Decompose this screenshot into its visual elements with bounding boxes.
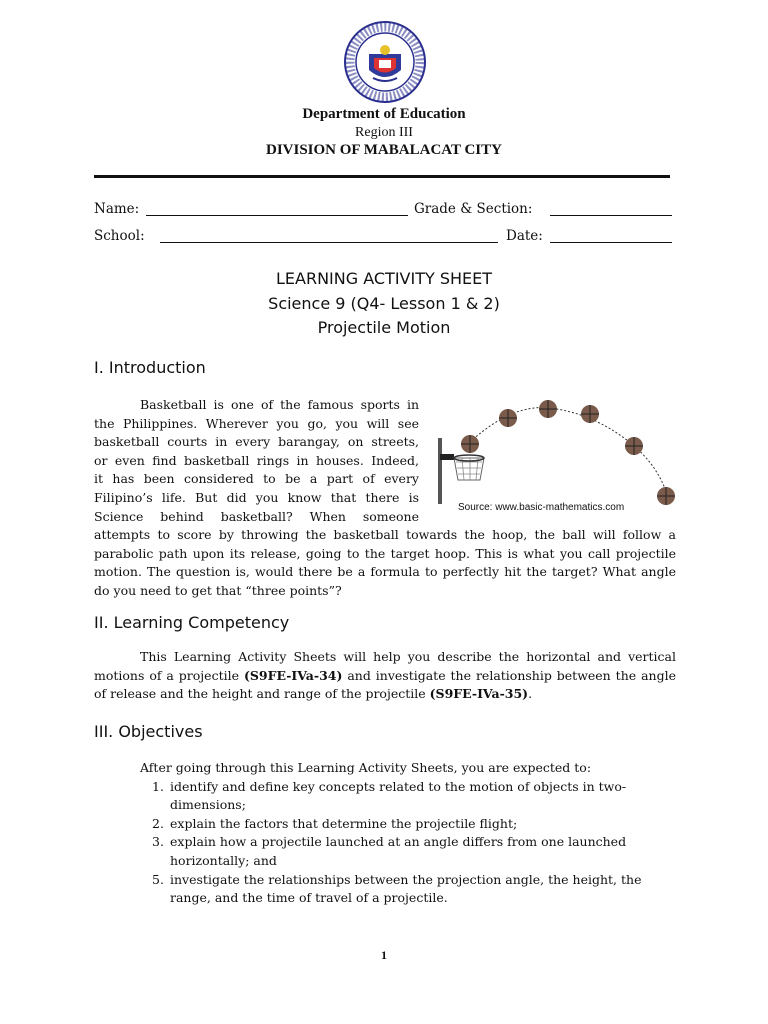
lesson-title: Projectile Motion <box>317 318 451 337</box>
objectives-heading: III. Objectives <box>94 722 203 741</box>
intro-line: it has been considered to be a part of every <box>94 471 419 487</box>
intro-line: Basketball is one of the famous sports in <box>140 397 419 412</box>
sheet-subtitle: Science 9 (Q4- Lesson 1 & 2) <box>268 294 500 313</box>
competency-text-part: . <box>528 686 533 702</box>
objective-number: 2. <box>152 815 164 831</box>
introduction-heading: I. Introduction <box>94 358 206 377</box>
intro-line: Science behind basketball? When someone <box>94 508 419 524</box>
objective-text: investigate the relationships between the projection angle, the height, the range, and the time of travel of a projectile. <box>170 871 642 906</box>
objective-item <box>94 871 676 908</box>
objective-number: 1. <box>152 778 164 794</box>
school-label: School: <box>94 228 145 244</box>
basketball-icon <box>461 435 479 453</box>
objective-text: identify and define key concepts related to the motion of objects in two-dimensions; <box>170 778 627 813</box>
date-label: Date: <box>506 228 543 244</box>
objective-item <box>94 815 676 834</box>
basketball-icon <box>625 437 643 455</box>
name-label: Name: <box>94 201 140 217</box>
introduction-wrapped-text <box>94 396 419 526</box>
competency-code: (S9FE-IVa-34) <box>243 667 343 683</box>
intro-line: basketball courts in every barangay, on streets, <box>94 434 419 450</box>
form-row-name <box>94 201 674 221</box>
objective-item <box>94 833 676 870</box>
division-name: DIVISION OF MABALACAT CITY <box>265 142 502 158</box>
department-name: Department of Education <box>302 106 466 122</box>
basketball-trajectory-image <box>432 396 678 506</box>
grade-section-label: Grade & Section: <box>414 201 533 217</box>
objective-number: 5. <box>152 871 164 887</box>
page-number: 1 <box>381 948 387 962</box>
basketball-icon <box>581 405 599 423</box>
name-field-line[interactable] <box>146 215 408 216</box>
learning-competency-text <box>94 648 676 704</box>
intro-line: or even find basketball rings in houses. Indeed, <box>94 452 419 468</box>
objectives-intro: After going through this Learning Activity Sheets, you are expected to: <box>140 760 592 775</box>
school-field-line[interactable] <box>160 242 498 243</box>
learning-competency-heading: II. Learning Competency <box>94 613 290 632</box>
form-row-school <box>94 228 674 248</box>
competency-text-part: This Learning Activity Sheets will help you describe the horizontal and vertical motions of a projectile <box>94 649 676 683</box>
sheet-title: LEARNING ACTIVITY SHEET <box>275 269 493 288</box>
competency-text-part: and investigate the relationship between the angle of release and the height and range of the projectile <box>94 667 676 702</box>
objective-text: explain how a projectile launched at an angle differs from one launched horizontally; and <box>170 834 627 868</box>
objective-number: 3. <box>152 834 164 850</box>
deped-seal-logo <box>343 20 427 104</box>
introduction-full-text: attempts to score by throwing the basketball towards the hoop, the ball will follow a parabolic path upon its release, going to the target hoop. This is what you call projectile motion. The question is, would there be a formula to perfectly hit the target? What angle do you need to get that “three points”? <box>94 527 676 598</box>
basketball-icon <box>499 409 517 427</box>
date-field-line[interactable] <box>550 242 672 243</box>
objective-item <box>94 778 676 815</box>
basketball-icon <box>539 400 557 418</box>
objective-text: explain the factors that determine the projectile flight; <box>170 815 518 831</box>
header-divider <box>94 175 670 178</box>
region-name: Region III <box>355 125 413 140</box>
competency-code: (S9FE-IVa-35) <box>429 686 529 702</box>
intro-line: Filipino’s life. But did you know that there is <box>94 489 419 505</box>
image-source-caption: Source: www.basic-mathematics.com <box>458 502 625 513</box>
grade-section-field-line[interactable] <box>550 215 672 216</box>
basketball-icon <box>657 487 675 505</box>
objectives-list <box>94 759 676 908</box>
intro-line: the Philippines. Wherever you go, you will see <box>94 415 419 431</box>
